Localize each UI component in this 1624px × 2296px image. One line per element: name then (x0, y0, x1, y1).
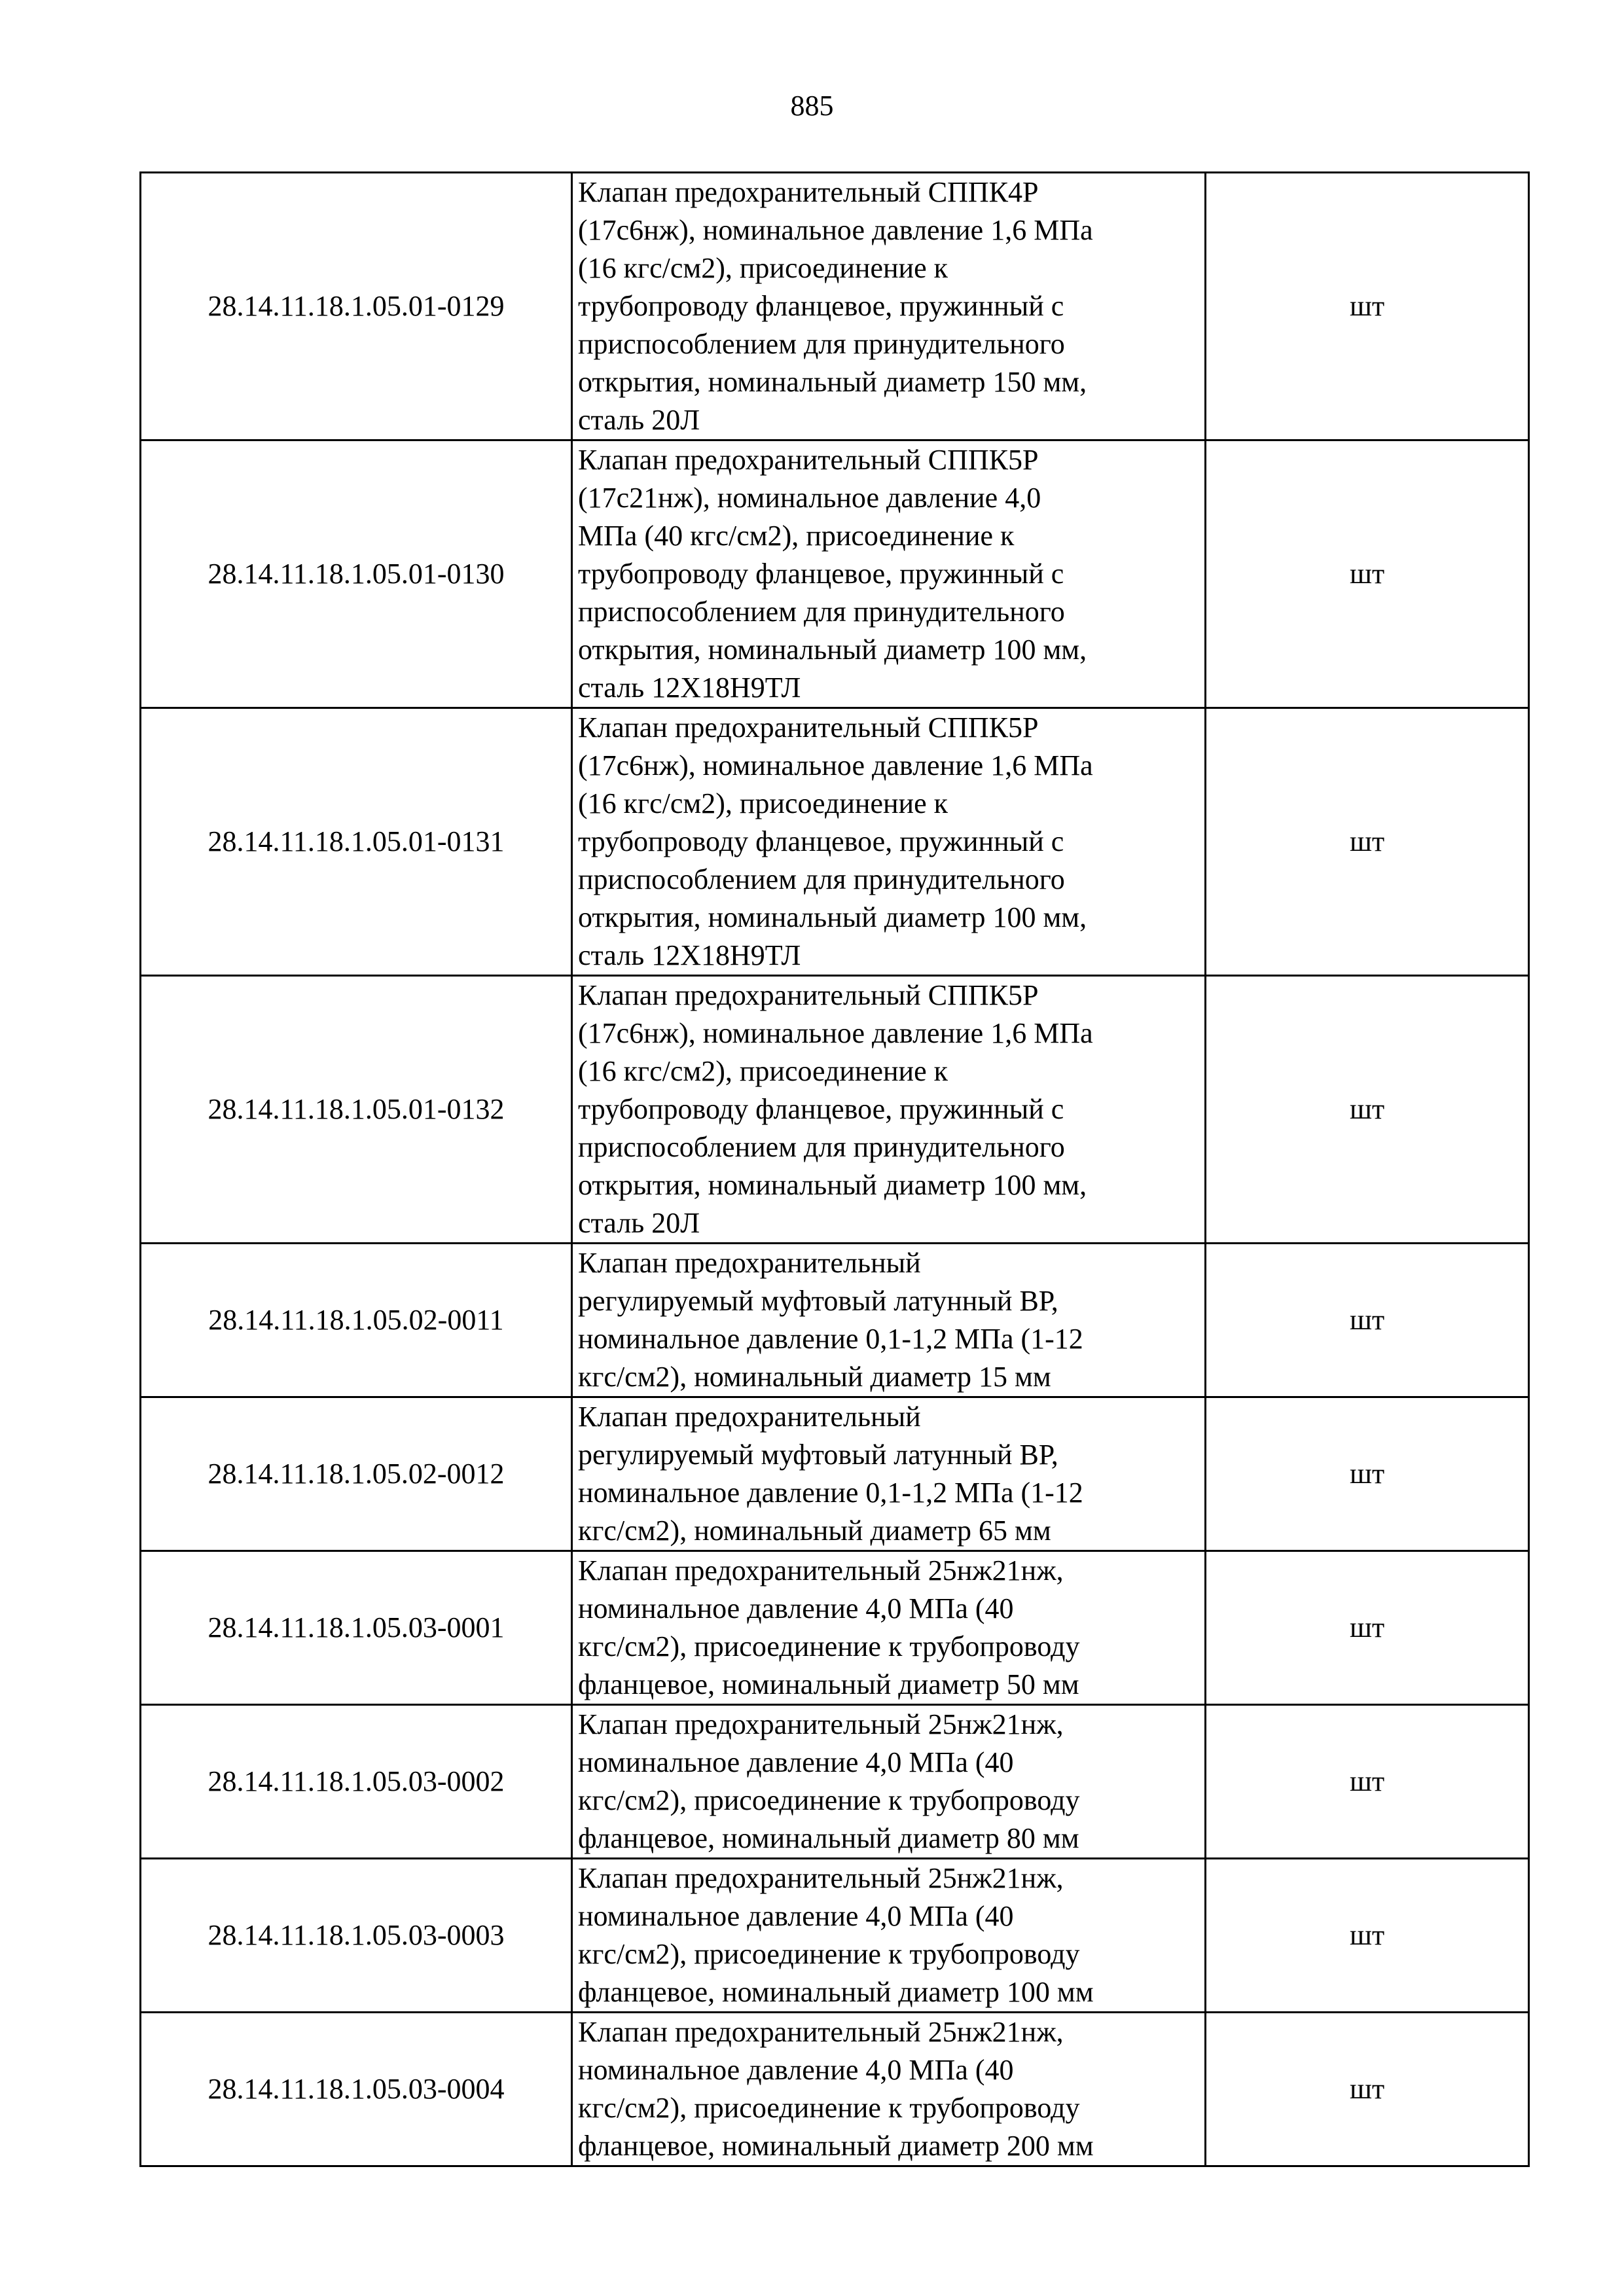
resource-code-cell: 28.14.11.18.1.05.02-0012 (141, 1397, 572, 1551)
description-line: номинальное давление 4,0 МПа (40 (578, 2054, 1014, 2086)
description-line: трубопроводу фланцевое, пружинный с (578, 1093, 1064, 1125)
description-line: (16 кгс/см2), присоединение к (578, 252, 948, 284)
table-row (141, 2013, 1529, 2166)
description-line: регулируемый муфтовый латунный ВР, (578, 1285, 1058, 1317)
description-line: (17с21нж), номинальное давление 4,0 (578, 482, 1041, 514)
page-number: 885 (790, 90, 834, 122)
description-line: кгс/см2), номинальный диаметр 65 мм (578, 1515, 1051, 1547)
table-body (141, 173, 1529, 2166)
description-line: (16 кгс/см2), присоединение к (578, 787, 948, 819)
table-row (141, 1244, 1529, 1397)
description-line: открытия, номинальный диаметр 150 мм, (578, 366, 1087, 398)
description-line: (17с6нж), номинальное давление 1,6 МПа (578, 1017, 1093, 1049)
unit-cell: шт (1206, 1705, 1529, 1859)
resource-code-cell: 28.14.11.18.1.05.03-0003 (141, 1859, 572, 2013)
description-line: Клапан предохранительный (578, 1247, 921, 1279)
description-line: сталь 20Л (578, 1207, 700, 1239)
resource-description-cell (572, 440, 1206, 708)
unit-cell: шт (1206, 976, 1529, 1244)
description-line: Клапан предохранительный 25нж21нж, (578, 1554, 1064, 1587)
resource-code-cell: 28.14.11.18.1.05.01-0130 (141, 440, 572, 708)
description-line: кгс/см2), номинальный диаметр 15 мм (578, 1361, 1051, 1393)
unit-cell: шт (1206, 1244, 1529, 1397)
resource-description-cell (572, 1859, 1206, 2013)
description-line: приспособлением для принудительного (578, 863, 1065, 895)
description-line: МПа (40 кгс/см2), присоединение к (578, 520, 1015, 552)
description-line: номинальное давление 4,0 МПа (40 (578, 1592, 1014, 1624)
description-line: Клапан предохранительный СППК4Р (578, 176, 1039, 208)
table-row (141, 1705, 1529, 1859)
description-line: открытия, номинальный диаметр 100 мм, (578, 634, 1087, 666)
description-line: номинальное давление 0,1-1,2 МПа (1-12 (578, 1477, 1083, 1509)
table-row (141, 1397, 1529, 1551)
description-line: регулируемый муфтовый латунный ВР, (578, 1439, 1058, 1471)
description-line: кгс/см2), присоединение к трубопроводу (578, 1630, 1080, 1662)
table-row (141, 1859, 1529, 2013)
resource-description-cell (572, 1397, 1206, 1551)
description-line: Клапан предохранительный 25нж21нж, (578, 2016, 1064, 2048)
unit-cell: шт (1206, 440, 1529, 708)
table-row (141, 708, 1529, 976)
description-line: Клапан предохранительный 25нж21нж, (578, 1708, 1064, 1740)
table-row (141, 173, 1529, 440)
description-line: фланцевое, номинальный диаметр 50 мм (578, 1668, 1079, 1700)
resource-code-cell: 28.14.11.18.1.05.03-0002 (141, 1705, 572, 1859)
resource-description-cell (572, 1705, 1206, 1859)
resource-description-cell (572, 1244, 1206, 1397)
description-line: (17с6нж), номинальное давление 1,6 МПа (578, 749, 1093, 781)
resource-table (139, 171, 1530, 2167)
description-line: сталь 12Х18Н9ТЛ (578, 672, 801, 704)
unit-cell: шт (1206, 708, 1529, 976)
resource-code-cell: 28.14.11.18.1.05.01-0131 (141, 708, 572, 976)
description-line: сталь 12Х18Н9ТЛ (578, 939, 801, 971)
description-line: (17с6нж), номинальное давление 1,6 МПа (578, 214, 1093, 246)
description-line: сталь 20Л (578, 404, 700, 436)
resource-code-cell: 28.14.11.18.1.05.01-0129 (141, 173, 572, 440)
resource-description-cell (572, 1551, 1206, 1705)
resource-code-cell: 28.14.11.18.1.05.01-0132 (141, 976, 572, 1244)
description-line: трубопроводу фланцевое, пружинный с (578, 290, 1064, 322)
resource-code-cell: 28.14.11.18.1.05.03-0001 (141, 1551, 572, 1705)
resource-description-cell (572, 708, 1206, 976)
description-line: трубопроводу фланцевое, пружинный с (578, 558, 1064, 590)
description-line: Клапан предохранительный СППК5Р (578, 711, 1039, 744)
description-line: номинальное давление 4,0 МПа (40 (578, 1746, 1014, 1778)
unit-cell: шт (1206, 2013, 1529, 2166)
resource-code-cell: 28.14.11.18.1.05.03-0004 (141, 2013, 572, 2166)
unit-cell: шт (1206, 1551, 1529, 1705)
description-line: фланцевое, номинальный диаметр 80 мм (578, 1822, 1079, 1854)
resource-description-cell (572, 2013, 1206, 2166)
description-line: номинальное давление 0,1-1,2 МПа (1-12 (578, 1323, 1083, 1355)
description-line: фланцевое, номинальный диаметр 100 мм (578, 1976, 1094, 2008)
description-line: номинальное давление 4,0 МПа (40 (578, 1900, 1014, 1932)
table-row (141, 976, 1529, 1244)
description-line: Клапан предохранительный СППК5Р (578, 444, 1039, 476)
description-line: кгс/см2), присоединение к трубопроводу (578, 1938, 1080, 1970)
unit-cell: шт (1206, 1397, 1529, 1551)
description-line: (16 кгс/см2), присоединение к (578, 1055, 948, 1087)
resource-description-cell (572, 976, 1206, 1244)
description-line: Клапан предохранительный 25нж21нж, (578, 1862, 1064, 1894)
description-line: трубопроводу фланцевое, пружинный с (578, 825, 1064, 857)
unit-cell: шт (1206, 173, 1529, 440)
description-line: Клапан предохранительный СППК5Р (578, 979, 1039, 1011)
resource-code-cell: 28.14.11.18.1.05.02-0011 (141, 1244, 572, 1397)
resource-description-cell (572, 173, 1206, 440)
description-line: кгс/см2), присоединение к трубопроводу (578, 2092, 1080, 2124)
description-line: фланцевое, номинальный диаметр 200 мм (578, 2130, 1094, 2162)
description-line: открытия, номинальный диаметр 100 мм, (578, 901, 1087, 933)
description-line: Клапан предохранительный (578, 1401, 921, 1433)
table-row (141, 1551, 1529, 1705)
description-line: кгс/см2), присоединение к трубопроводу (578, 1784, 1080, 1816)
unit-cell: шт (1206, 1859, 1529, 2013)
table-row (141, 440, 1529, 708)
description-line: приспособлением для принудительного (578, 596, 1065, 628)
description-line: приспособлением для принудительного (578, 1131, 1065, 1163)
description-line: приспособлением для принудительного (578, 328, 1065, 360)
description-line: открытия, номинальный диаметр 100 мм, (578, 1169, 1087, 1201)
